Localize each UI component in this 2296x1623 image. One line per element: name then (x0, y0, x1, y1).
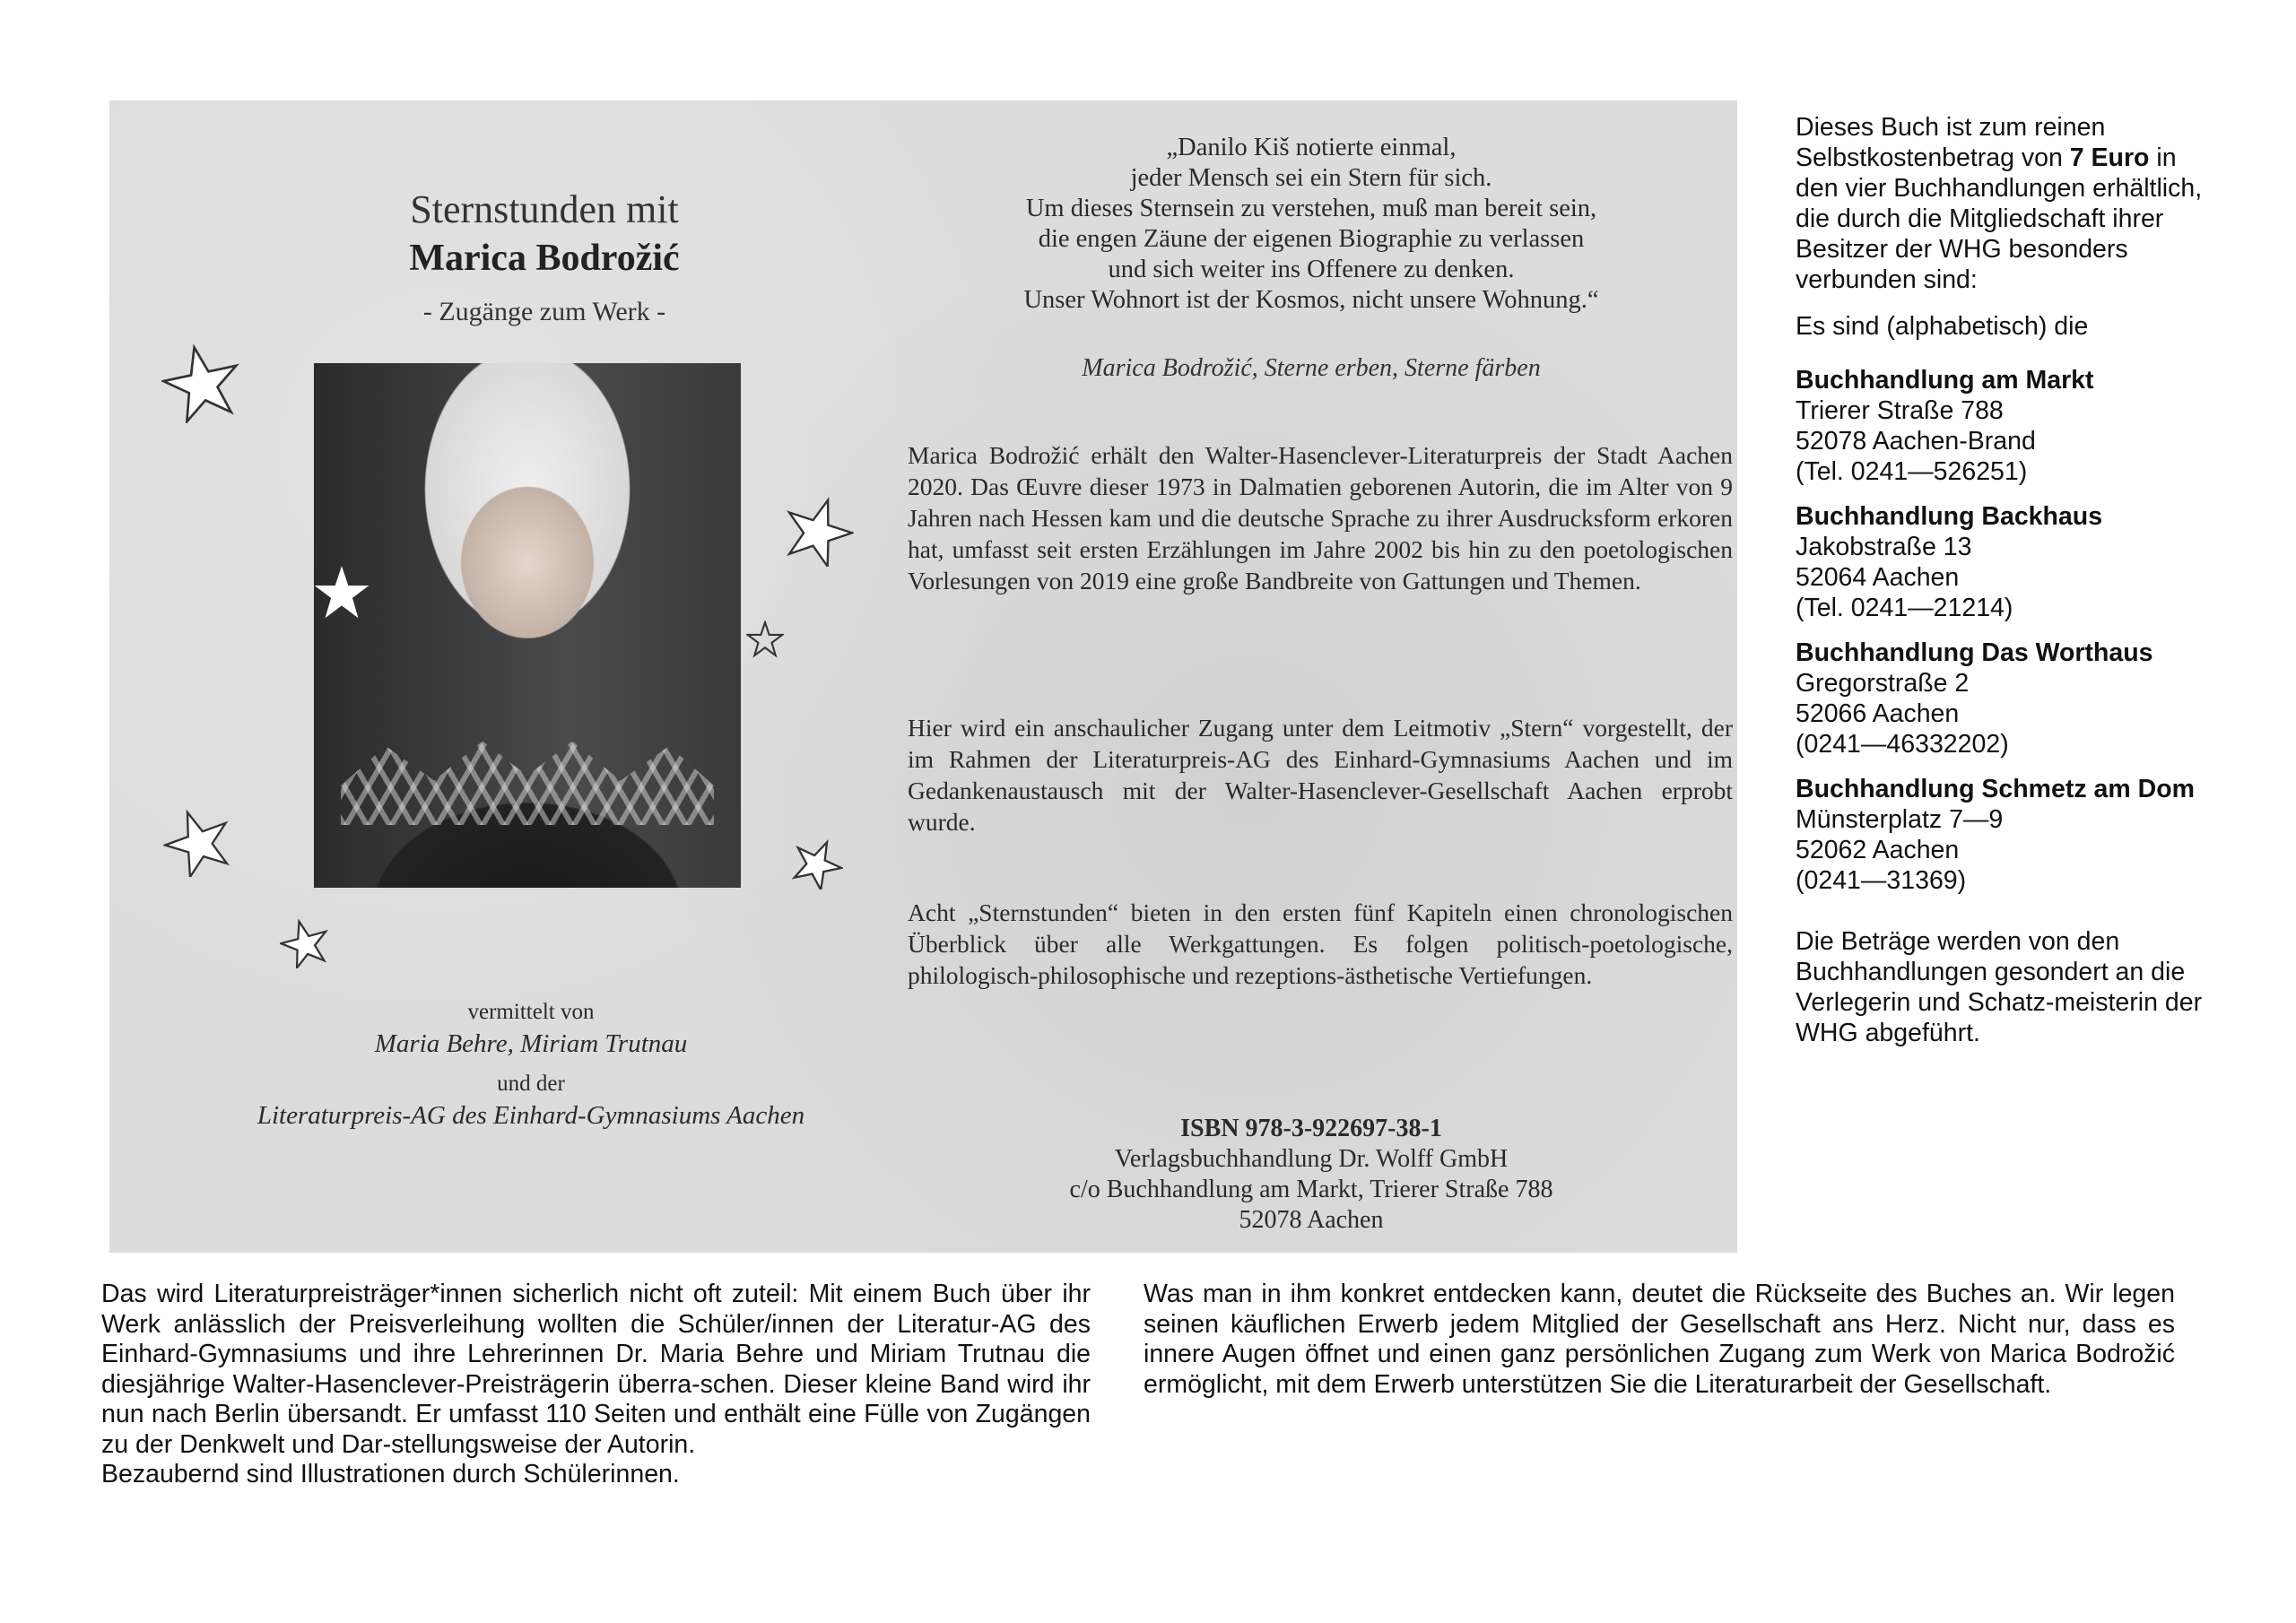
book-cover-scan (109, 100, 1737, 1253)
bookshop-name: Buchhandlung am Markt (1796, 366, 2094, 395)
blurb-paragraph (908, 712, 1733, 838)
credits-and: und der (497, 1072, 565, 1096)
quote-line: Um dieses Sternsein zu verstehen, muß man bereit sein, (1025, 195, 1597, 222)
bookshop-street: Gregorstraße 2 (1796, 669, 1970, 698)
price: 7 Euro (2069, 143, 2150, 172)
blurb-paragraph (908, 439, 1733, 596)
cover-quote (890, 133, 1733, 316)
author-portrait (314, 363, 741, 888)
cover-title-author: Marica Bodrožić (409, 238, 680, 279)
bookshop-name: Buchhandlung Schmetz am Dom (1796, 775, 2195, 803)
star-outline-icon (161, 343, 242, 423)
bookshop-city: 52064 Aachen (1796, 563, 1960, 592)
bookshop-entry (1796, 638, 2208, 759)
blurb-text: Marica Bodrožić erhält den Walter-Hasenclever-Literaturpreis der Stadt Aachen 2020. Das Œuvre dieser 1973 in Dalmatien geborenen Autorin, die im Alter von 9 Jahren nach Hessen kam und die deutsche Sprache zu ihrer Ausdrucksform erkoren hat, umfasst seit ersten Erzählungen im Jahre 2002 bis hin zu den poetologischen Vorlesungen von 2019 eine große Bandbreite von Gattungen und Themen. (908, 441, 1733, 595)
cover-imprint (890, 1114, 1733, 1236)
bookshop-entry (1796, 774, 2208, 896)
sweater-pattern (341, 726, 714, 825)
bookshop-phone: (Tel. 0241—526251) (1796, 457, 2028, 486)
cover-title-line1: Sternstunden mit (410, 187, 679, 231)
bookshop-phone: (Tel. 0241—21214) (1796, 594, 2013, 622)
blurb-text: Acht „Sternstunden“ bieten in den ersten fünf Kapiteln einen chronologischen Überblick über alle Werkgattungen. Es folgen politisch-poetologische, philologisch-philosophische und rezeptions-ästhetische Vertiefungen. (908, 898, 1733, 989)
credits-authors: Maria Behre, Miriam Trutnau (374, 1029, 688, 1058)
article-left-last: Bezaubernd sind Illustrationen durch Schülerinnen. (101, 1460, 680, 1488)
bookshop-city: 52066 Aachen (1796, 699, 1960, 728)
credits-group: Literaturpreis-AG des Einhard-Gymnasiums Aachen (257, 1101, 805, 1130)
article-right-text: Was man in ihm konkret entdecken kann, deutet die Rückseite des Buches an. Wir legen seinen käuflichen Erwerb jedem Mitglied der Gesellschaft ans Herz. Nicht nur, dass es innere Augen öffnet und einen ganz persönlichen Zugang zum Werk von Marica Bodrožić ermöglicht, mit dem Erwerb unterstützen Sie die Literaturarbeit der Gesellschaft. (1144, 1280, 2175, 1399)
publisher: Verlagsbuchhandlung Dr. Wolff GmbH (1114, 1145, 1509, 1173)
article-left-text: Das wird Literaturpreisträger*innen sicherlich nicht oft zuteil: Mit einem Buch über ihr Werk anlässlich der Preisverleihung wollten die Schüler/innen der Literatur-AG des Einhard-Gymnasiums und ihre Lehrerinnen Dr. Maria Behre und Miriam Trutnau die diesjährige Walter-Hasenclever-Preisträgerin überra-schen. Dieser kleine Band wird ihr nun nach Berlin übersandt. Er umfasst 110 Seiten und enthält eine Fülle von Zugängen zu der Denkwelt und Dar-stellungsweise der Autorin. (101, 1280, 1091, 1459)
bookshop-phone: (0241—46332202) (1796, 730, 2009, 759)
quote-attribution: Marica Bodrožić, Sterne erben, Sterne färben (1082, 354, 1541, 382)
quote-line: Unser Wohnort ist der Kosmos, nicht unsere Wohnung.“ (1023, 286, 1599, 314)
publisher-city: 52078 Aachen (1239, 1206, 1384, 1234)
intro-text-b: in den vier Buchhandlungen erhältlich, die durch die Mitgliedschaft ihrer Besitzer der WHG besonders verbunden sind: (1796, 143, 2203, 294)
bookshop-name: Buchhandlung Das Worthaus (1796, 638, 2153, 667)
star-outline-icon (791, 838, 843, 890)
blurb-paragraph (908, 897, 1733, 991)
isbn: ISBN 978-3-922697-38-1 (1180, 1115, 1442, 1142)
availability-intro (1796, 112, 2208, 295)
star-outline-icon (280, 918, 330, 968)
credits-mediated-by: vermittelt von (467, 1000, 595, 1024)
availability-info (1796, 112, 2208, 1048)
bookshop-street: Münsterplatz 7—9 (1796, 805, 2004, 834)
quote-line: „Danilo Kiš notierte einmal, (1166, 134, 1457, 161)
bookshop-name: Buchhandlung Backhaus (1796, 502, 2103, 531)
list-intro: Es sind (alphabetisch) die (1796, 312, 2089, 341)
bookshop-entry (1796, 501, 2208, 623)
star-outline-icon (163, 807, 233, 877)
star-outline-icon (782, 495, 854, 567)
article-right (1144, 1280, 2175, 1400)
bookshop-city: 52062 Aachen (1796, 836, 1960, 864)
bookshop-city: 52078 Aachen-Brand (1796, 427, 2036, 456)
blurb-text: Hier wird ein anschaulicher Zugang unter dem Leitmotiv „Stern“ vorgestellt, der im Rahmen der Literaturpreis-AG des Einhard-Gymnasiums Aachen und im Gedankenaustausch mit der Walter-Hasenclever-Gesellschaft Aachen erprobt wurde. (908, 714, 1733, 836)
article-left (101, 1280, 1091, 1490)
bookshop-street: Jakobstraße 13 (1796, 533, 1972, 561)
quote-line: jeder Mensch sei ein Stern für sich. (1130, 164, 1492, 192)
closing-note: Die Beträge werden von den Buchhandlungen gesondert an die Verlegerin und Schatz-meisterin der WHG abgeführt. (1796, 927, 2203, 1047)
publisher-address: c/o Buchhandlung am Markt, Trierer Straße 788 (1069, 1176, 1553, 1203)
cover-subtitle: - Zugänge zum Werk - (422, 297, 666, 326)
star-outline-icon (746, 621, 784, 658)
intro-text-a: Dieses Buch ist zum reinen Selbstkostenbetrag von (1796, 113, 2106, 172)
bookshop-entry (1796, 365, 2208, 487)
bookshop-street: Trierer Straße 788 (1796, 396, 2004, 425)
bookshop-phone: (0241—31369) (1796, 866, 1967, 895)
quote-line: die engen Zäune der eigenen Biographie zu verlassen (1038, 225, 1585, 253)
quote-line: und sich weiter ins Offenere zu denken. (1108, 256, 1515, 283)
cover-title (352, 186, 737, 334)
cover-credits (163, 997, 899, 1132)
star-filled-icon (314, 565, 370, 621)
